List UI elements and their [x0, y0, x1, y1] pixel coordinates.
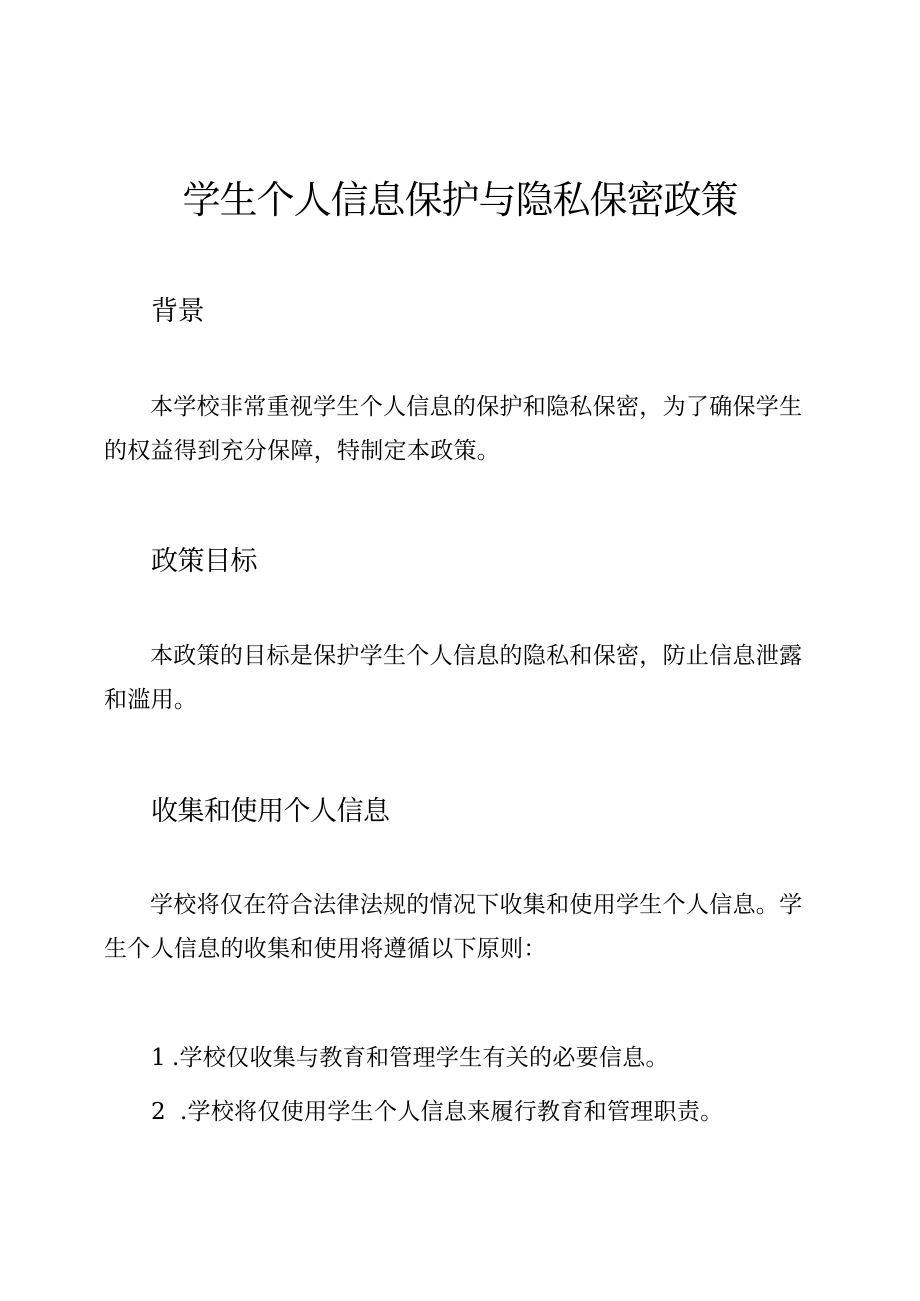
list-item	[151, 1096, 723, 1128]
list-item-text: .学校将仅使用学生个人信息来履行教育和管理职责。	[179, 1099, 724, 1125]
section-heading-collection-use: 收集和使用个人信息	[151, 796, 390, 827]
document-title: 学生个人信息保护与隐私保密政策	[182, 178, 738, 222]
list-item-number: 1	[151, 1045, 166, 1071]
section-paragraph-collection-use: 学校将仅在符合法律法规的情况下收集和使用学生个人信息。学生个人信息的收集和使用将遵循以下原则：	[104, 892, 803, 962]
list-item	[151, 1042, 669, 1074]
list-item-text: .学校仅收集与教育和管理学生有关的必要信息。	[171, 1045, 669, 1071]
section-heading-background: 背景	[151, 296, 204, 327]
section-paragraph-background: 本学校非常重视学生个人信息的保护和隐私保密，为了确保学生的权益得到充分保障，特制定本政策。	[104, 394, 803, 464]
list-item-number: 2	[151, 1099, 166, 1125]
section-paragraph-policy-goal: 本政策的目标是保护学生个人信息的隐私和保密，防止信息泄露和滥用。	[104, 643, 803, 713]
section-heading-policy-goal: 政策目标	[151, 546, 257, 577]
